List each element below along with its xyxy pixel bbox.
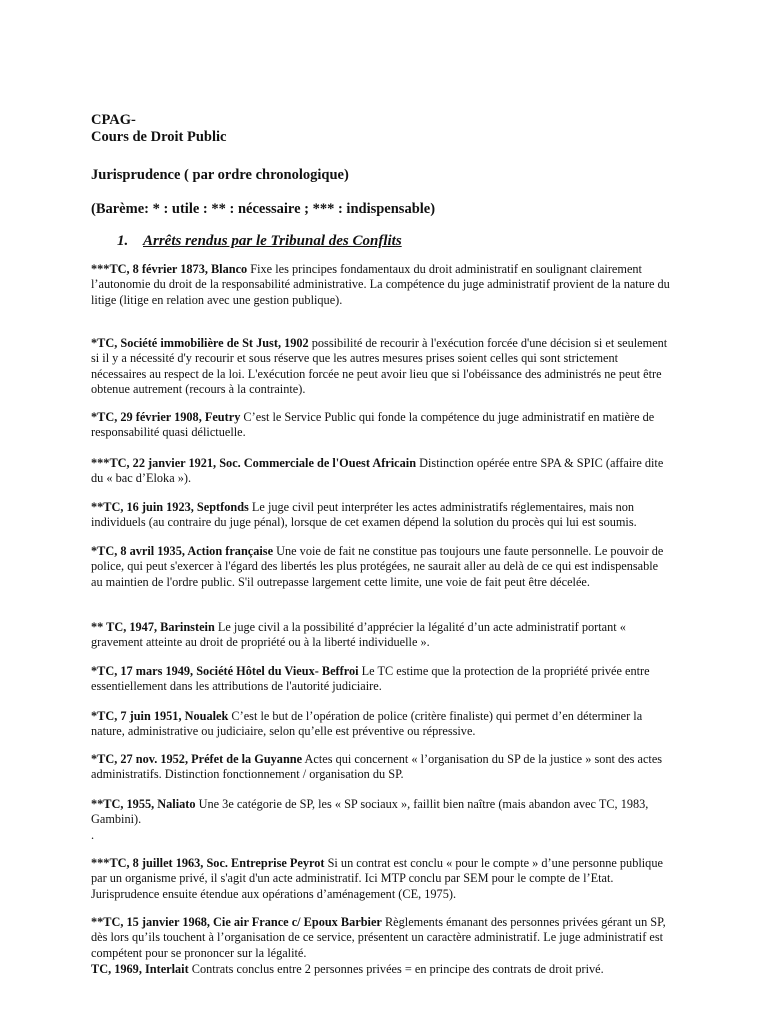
- entry-head: *TC, Société immobilière de St Just, 1902: [91, 336, 309, 350]
- entry-head: *TC, 8 avril 1935, Action française: [91, 544, 274, 558]
- section-heading: [117, 233, 402, 250]
- jurisprudence-entry: [91, 620, 671, 651]
- jurisprudence-entry: [91, 915, 671, 961]
- document-subtitle: Jurisprudence ( par ordre chronologique): [91, 167, 349, 183]
- jurisprudence-entry: [91, 962, 671, 977]
- entry-text: Le juge civil peut interpréter les actes administratifs réglementaires, mais non individuels (au contraire du juge pénal), lorsque de cet examen dépend la solution du procès qui lui est soumis.: [91, 500, 637, 530]
- entry-text: Si un contrat est conclu « pour le compte » d’une personne publique par un organisme privé, il s'agit d'un acte administratif. Ici MTP conclu par SEM pour le compte de l’Etat. Jurisprudence ensuite étendue aux opérations d’aménagement (CE, 1975).: [91, 856, 663, 901]
- entry-text: Le juge civil a la possibilité d’apprécier la légalité d’un acte administratif portant « gravement atteinte au droit de propriété ou à la liberté individuelle ».: [91, 620, 626, 650]
- course-title: Cours de Droit Public: [91, 129, 227, 145]
- entry-text: possibilité de recourir à l'exécution forcée d'une décision si et seulement si il y a nécessité d'y recourir et sous réserve que les autres mesures prises soient celles qui sont strictement nécessaires au respect de la loi. L'exécution forcée ne peut avoir lieu que si l'obéissance des administrés ne peut être obtenue autrement (recours à la contrainte).: [91, 336, 668, 397]
- jurisprudence-entry: [91, 336, 671, 398]
- entry-text: Une voie de fait ne constitue pas toujours une faute personnelle. Le pouvoir de police, qui peut s'exercer à l'égard des libertés les plus protégées, ne saurait aller au delà de ce qui est indispensable au maintien de l'ordre public. S'il outrepasse largement cette limite, une voie de fait peut être décelée.: [91, 544, 664, 589]
- entry-text: Règlements émanant des personnes privées gérant un SP, dès lors qu’ils touchent à l’organisation de ce service, présentent un caractère administratif. Le juge administratif est compétent pour se prononcer sur la légalité.: [91, 915, 666, 960]
- entry-head: *TC, 27 nov. 1952, Préfet de la Guyanne: [91, 752, 303, 766]
- entry-text: Distinction opérée entre SPA & SPIC (affaire dite du « bac d’Eloka »).: [91, 456, 664, 486]
- entry-head: **TC, 1955, Naliato: [91, 797, 196, 811]
- entry-text: Contrats conclus entre 2 personnes privées = en principe des contrats de droit privé.: [188, 962, 604, 976]
- entry-head: **TC, 15 janvier 1968, Cie air France c/ Epoux Barbier: [91, 915, 382, 929]
- course-code: CPAG-: [91, 112, 136, 128]
- jurisprudence-entry: [91, 709, 671, 740]
- entry-text: C’est le but de l’opération de police (critère finaliste) qui permet d’en déterminer la nature, administrative ou judiciaire, selon qu’elle est préventive ou répressive.: [91, 709, 643, 739]
- entry-head: ***TC, 8 juillet 1963, Soc. Entreprise Peyrot: [91, 856, 325, 870]
- entry-text: Le TC estime que la protection de la propriété privée entre essentiellement dans les attributions de l'autorité judiciaire.: [91, 664, 650, 694]
- jurisprudence-entry: [91, 262, 671, 308]
- entry-head: **TC, 16 juin 1923, Septfonds: [91, 500, 249, 514]
- jurisprudence-entry: [91, 456, 671, 487]
- entry-text: Actes qui concernent « l’organisation du SP de la justice » sont des actes administratifs. Distinction fonctionnement / organisation du SP.: [91, 752, 663, 782]
- entry-head: *TC, 7 juin 1951, Noualek: [91, 709, 229, 723]
- entry-text: Fixe les principes fondamentaux du droit administratif en soulignant clairement l’autonomie du droit de la responsabilité administrative. La compétence du juge administratif provient de la nature du litige (litige en relation avec une gestion publique).: [91, 262, 670, 307]
- entry-text: Une 3e catégorie de SP, les « SP sociaux », faillit bien naître (mais abandon avec TC, 1983, Gambini).: [91, 797, 649, 827]
- jurisprudence-entry: [91, 500, 671, 531]
- entry-head: ***TC, 8 février 1873, Blanco: [91, 262, 248, 276]
- entry-head: TC, 1969, Interlait: [91, 962, 189, 976]
- jurisprudence-entry: [91, 752, 671, 783]
- jurisprudence-entry: [91, 410, 671, 441]
- jurisprudence-entry: [91, 544, 671, 590]
- entry-head: *TC, 29 février 1908, Feutry: [91, 410, 241, 424]
- jurisprudence-entry: [91, 797, 671, 828]
- jurisprudence-entry: [91, 856, 671, 902]
- entry-head: *TC, 17 mars 1949, Société Hôtel du Vieux- Beffroi: [91, 664, 359, 678]
- entry-head: ***TC, 22 janvier 1921, Soc. Commerciale de l'Ouest Africain: [91, 456, 417, 470]
- section-number: 1.: [117, 233, 129, 249]
- entry-head: ** TC, 1947, Barinstein: [91, 620, 215, 634]
- section-title: Arrêts rendus par le Tribunal des Conflits: [143, 233, 402, 249]
- jurisprudence-entry: [91, 664, 671, 695]
- stray-period: .: [91, 828, 95, 842]
- bareme-legend: (Barème: * : utile : ** : nécessaire ; *** : indispensable): [91, 201, 436, 217]
- entry-text: C’est le Service Public qui fonde la compétence du juge administratif en matière de responsabilité quasi délictuelle.: [91, 410, 655, 440]
